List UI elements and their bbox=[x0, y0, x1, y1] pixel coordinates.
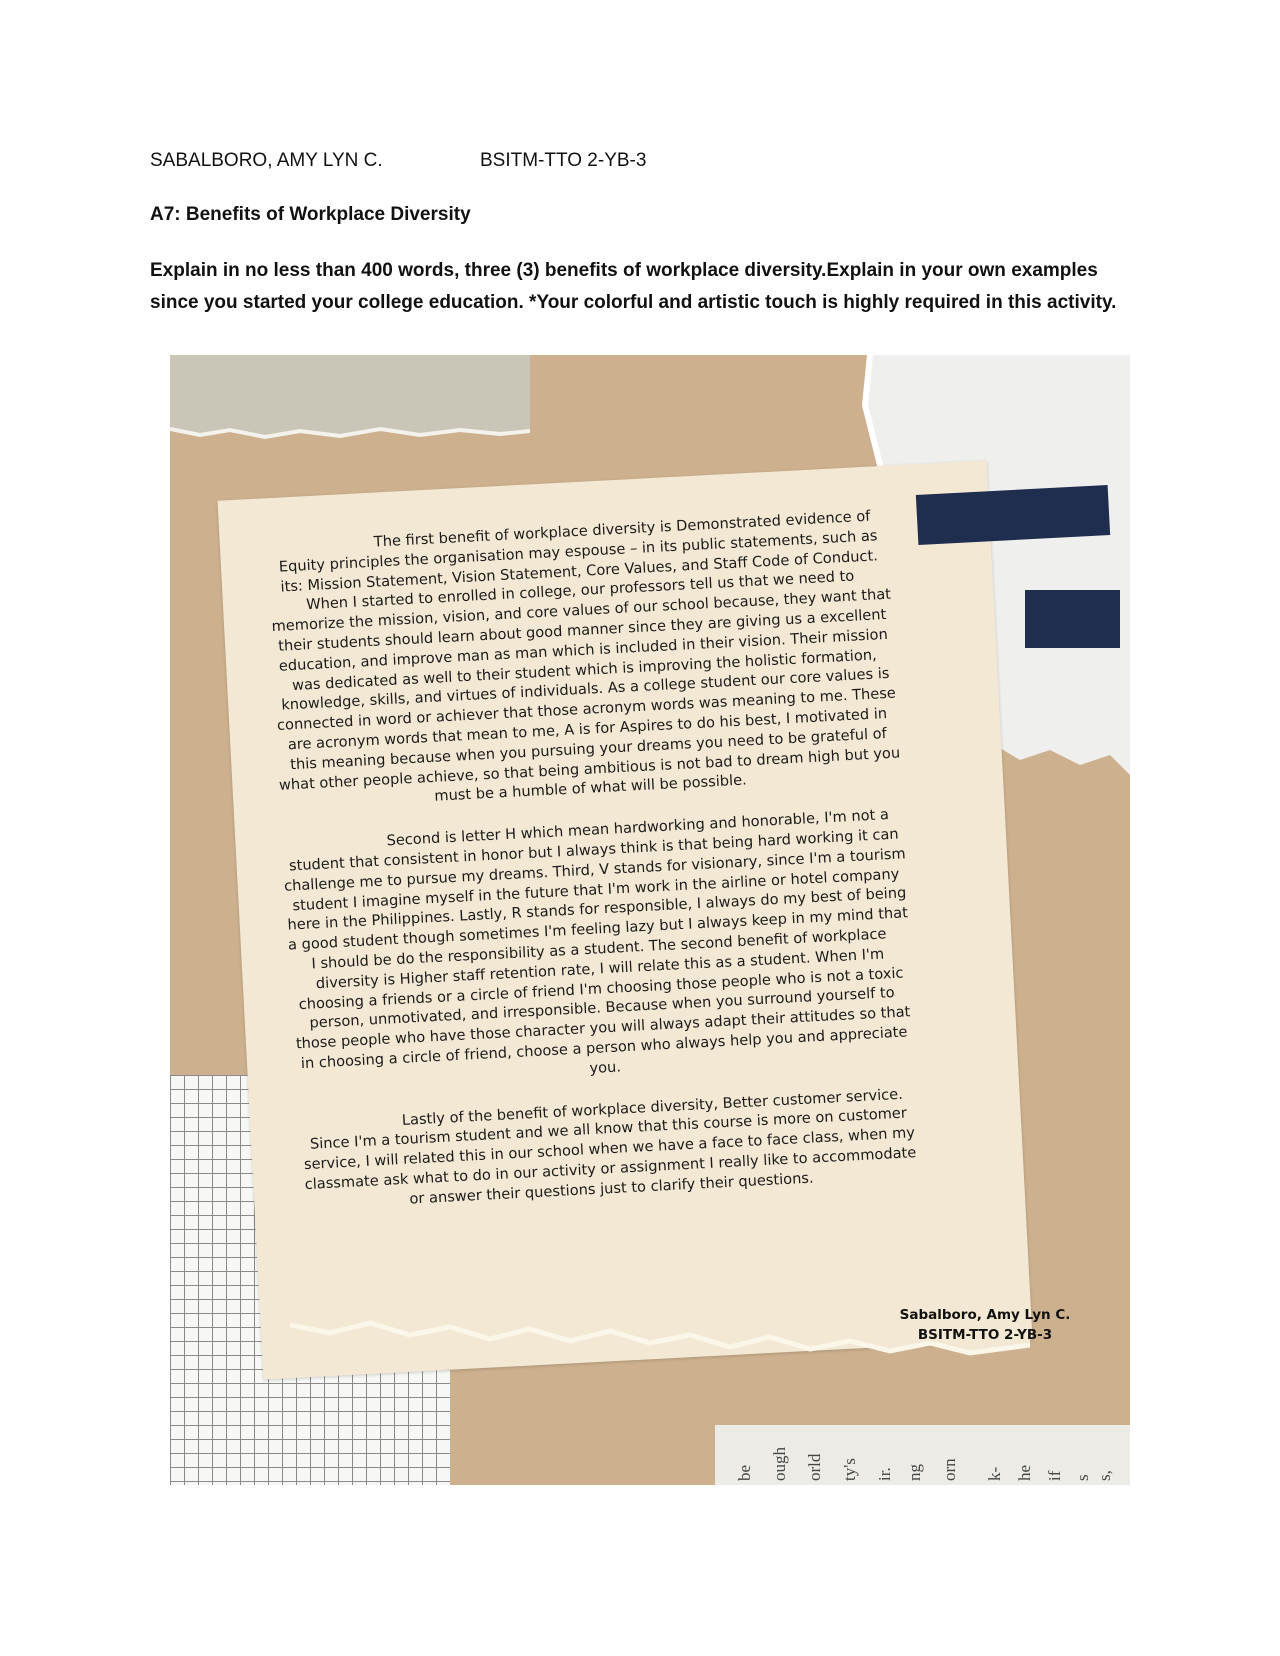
newspaper-fragment: be bbox=[735, 1464, 754, 1481]
collage-artwork bbox=[170, 355, 1130, 1485]
instructions: Explain in no less than 400 words, three (3) benefits of workplace diversity.Explain in your own examples since you started your college education. *Your colorful and artistic touch is highly required in this activity. bbox=[150, 260, 1117, 313]
navy-tape-strip bbox=[916, 485, 1110, 545]
essay-note-paper bbox=[217, 460, 1032, 1379]
navy-tape-block bbox=[1025, 590, 1120, 648]
essay-text bbox=[265, 506, 926, 1237]
gray-paper-torn-edge bbox=[170, 425, 530, 447]
newspaper-fragment: ty's bbox=[840, 1458, 859, 1481]
essay-paragraph-2: Second is letter H which mean hardworking and honorable, I'm not a student that consistent in honor but I always think is that being hard working it can challenge me to pursue my dreams. Third, V stands for visionary, since I'm a tourism student I imagine myself in the future that I'm work in the airline or hotel company here in the Philippines. Lastly, R stands for responsible, I always do my best of being a good student though sometimes I'm feeling lazy but I always keep in my mind that I should be do the responsibility as a student. The second benefit of workplace diversity is Higher staff retention rate, I will relate this as a student. When I'm choosing a friends or a circle of friend I'm choosing those people who is not a toxic person, unmotivated, and irresponsible. Because when you surround yourself to those people who have those character you will always adapt their attitudes so that in choosing a circle of friend, choose a person who always help you and appreciate you. bbox=[283, 806, 911, 1077]
newspaper-fragment: s, bbox=[1095, 1470, 1114, 1481]
newspaper-fragment: ough bbox=[770, 1447, 789, 1481]
student-name: SABALBORO, AMY LYN C. bbox=[150, 150, 383, 171]
signature-name: Sabalboro, Amy Lyn C. bbox=[899, 1307, 1071, 1323]
gray-paper-scrap bbox=[170, 355, 530, 435]
newspaper-fragment: if bbox=[1045, 1470, 1064, 1481]
newspaper-fragment: he bbox=[1015, 1464, 1034, 1481]
newspaper-strip bbox=[715, 1425, 1130, 1485]
essay-paragraph-1: The first benefit of workplace diversity is Demonstrated evidence of Equity principles the organisation may espouse – in its public statements, such as its: Mission Statement, Vision Statement, Core Values, and Staff Code of Conduct. When I started to enrolled in college, our professors tell us that we need to memorize the mission, vision, and core values of our school because, they want that their students should learn about good manner since they are giving us a excellent education, and improve man as man which is included in their vision. Their mission was dedicated as well to their student which is improving the holistic formation, knowledge, skills, and virtues of individuals. As a college student our core values is connected in word or achiever that those acronym words was meaning to me. These are acronym words that mean to me, A is for Aspires to do his best, I motivated in this meaning because when you pursuing your dreams you need to be grateful of what other people achieve, so that being ambitious is not bad to dream high but you must be a humble of what will be possible. bbox=[271, 507, 901, 806]
newspaper-fragment: ng bbox=[905, 1464, 924, 1481]
newspaper-fragment: orld bbox=[805, 1453, 824, 1481]
signature-section: BSITM-TTO 2-YB-3 bbox=[917, 1327, 1053, 1343]
newspaper-fragment: k- bbox=[985, 1466, 1004, 1481]
newspaper-fragment: orn bbox=[940, 1458, 959, 1481]
course-section: BSITM-TTO 2-YB-3 bbox=[480, 150, 647, 171]
activity-title: A7: Benefits of Workplace Diversity bbox=[150, 204, 471, 225]
essay-paragraph-3: Lastly of the benefit of workplace diversity, Better customer service. Since I'm a tourism student and we all know that this course is more on customer service, I will related this in our school when we have a face to face class, when my classmate ask what to do in our activity or assignment I really like to accommodate or answer their questions just to clarify their questions. bbox=[303, 1085, 917, 1208]
signature-block bbox=[870, 1305, 1100, 1345]
newspaper-fragment: ir. bbox=[875, 1467, 894, 1481]
newspaper-fragment: s bbox=[1073, 1474, 1092, 1481]
